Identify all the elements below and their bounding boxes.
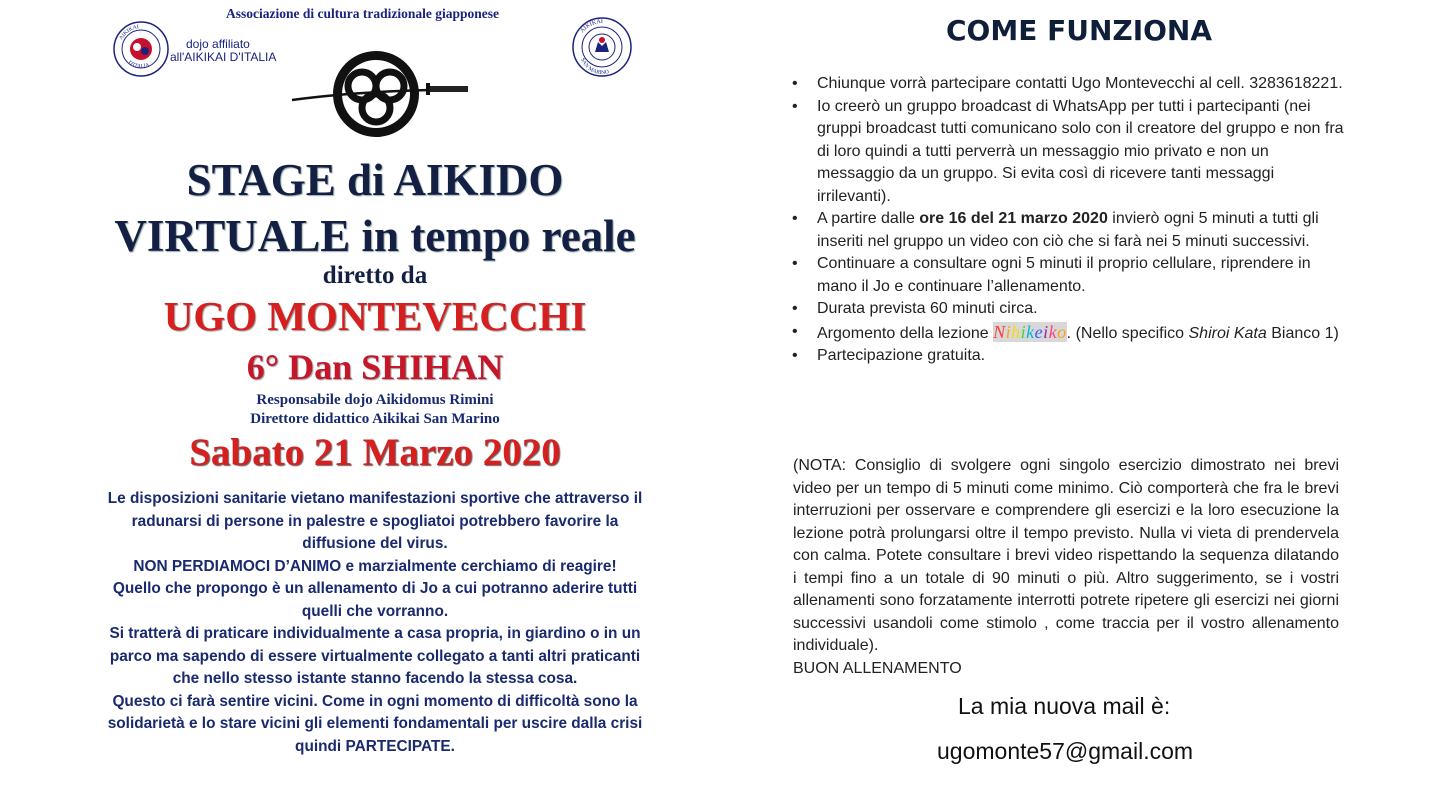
instructions-title: COME FUNZIONA (946, 14, 1213, 47)
rainbow-letter: h (1011, 321, 1021, 342)
flyer-paragraph: Si tratterà di praticare individualmente a casa propria, in giardino o in un parco ma sapendo di essere virtualmente collegato a tanti altri praticanti che nello stesso istante stanno facendo la stessa cosa. (109, 625, 641, 687)
svg-text:D'ITALIA: D'ITALIA (126, 59, 151, 70)
rainbow-letter: o (1057, 321, 1067, 342)
flyer-paragraph: Questo ci farà sentire vicini. Come in ogni momento di difficoltà sono la solidarietà e lo stare vicini gli elementi fondamentali per uscire dalla crisi quindi PARTECIPATE. (107, 692, 643, 755)
lesson-topic-highlight (993, 322, 1067, 342)
crest-with-sword-icon (290, 48, 470, 140)
aikikai-italia-logo-icon (112, 20, 170, 78)
list-item: • Durata prevista 60 minuti circa. (790, 298, 1350, 321)
aikikai-san-marino-logo-icon (571, 16, 633, 78)
note-paragraph: (NOTA: Consiglio di svolgere ogni singolo esercizio dimostrato nei brevi video per un tempo di 5 minuti come minimo. Ciò comporterà che fra le brevi interruzioni per osservare e comprendere gli esercizi e la loro esecuzione la lezione potrà prolungarsi oltre il tempo previsto. Nulla vi vieta di prendervela con calma. Potete consultare i brevi video rispettando la sequenza dilatando i tempi fino a un totale di 90 minuti o più. Altro suggerimento, se i vostri allenamenti sono forzatamente interrotti potrete ripetere gli esercizi nei giorni successivi usandoli come stimolo , come traccia per il vostro allenamento individuale). BUON ALLENAMENTO (793, 455, 1339, 680)
svg-text:AIKIKAI: AIKIKAI (118, 24, 140, 42)
mail-address: ugomonte57@gmail.com (937, 738, 1194, 764)
affiliation-text: dojo affiliato all'AIKIKAI D'ITALIA (170, 37, 277, 64)
instructions-list (790, 73, 1350, 368)
svg-text:AIKIKAI: AIKIKAI (579, 18, 603, 35)
flyer-body (95, 488, 655, 758)
list-item: • Io creerò un gruppo broadcast di WhatsApp per tutti i partecipanti (nei gruppi broadcast tutti comunicano solo con il creatore del gruppo e non fra di loro quindi a tutti perverrà un messaggio mio privato e non un messaggio da un gruppo. Si evita così di ricevere tanti messaggi irrilevanti). (790, 96, 1350, 209)
rainbow-letter: i (1020, 321, 1027, 342)
list-item: • Partecipazione gratuita. (790, 345, 1350, 368)
list-item: • Continuare a consultare ogni 5 minuti il proprio cellulare, riprendere in mano il Jo e continuare l’allenamento. (790, 253, 1350, 298)
mail-label: La mia nuova mail è: (958, 693, 1171, 719)
association-name: Associazione di cultura tradizionale giapponese (226, 6, 499, 21)
directed-by: diretto da (322, 262, 428, 289)
instructor-role-2: Direttore didattico Aikikai San Marino (250, 411, 500, 427)
rainbow-letter: N (993, 321, 1006, 342)
title-line-2: VIRTUALE in tempo reale (114, 211, 636, 261)
instructor-role-1: Responsabile dojo Aikidomus Rimini (256, 392, 494, 408)
instructor-name: UGO MONTEVECCHI (163, 293, 587, 339)
flyer-paragraph: Quello che propongo è un allenamento di Jo a cui potranno aderire tutti quelli che vorranno. (112, 580, 638, 620)
closing-text: BUON ALLENAMENTO (793, 659, 962, 677)
list-item: • Argomento della lezione Nihikeiko. (Nello specifico Shiroi Kata Bianco 1) (790, 321, 1350, 346)
rainbow-letter: k (1026, 321, 1035, 342)
flyer-paragraph: Le disposizioni sanitarie vietano manifestazioni sportive che attraverso il radunarsi di persone in palestre e spogliatoi potrebbero favorire la diffusione del virus. (107, 490, 643, 552)
event-date: Sabato 21 Marzo 2020 (189, 431, 561, 474)
list-item: • Chiunque vorrà partecipare contatti Ugo Montevecchi al cell. 3283618221. (790, 73, 1350, 96)
svg-text:SAN MARINO: SAN MARINO (579, 57, 610, 77)
rainbow-letter: i (1043, 321, 1049, 342)
title-line-1: STAGE di AIKIDO (186, 155, 564, 205)
rainbow-letter: e (1034, 321, 1044, 342)
instructor-rank: 6° Dan SHIHAN (246, 347, 504, 387)
flyer-paragraph: NON PERDIAMOCI D’ANIMO e marzialmente cerchiamo di reagire! (133, 557, 617, 575)
rainbow-letter: k (1048, 321, 1058, 342)
list-item: • A partire dalle ore 16 del 21 marzo 2020 invierò ogni 5 minuti a tutti gli inseriti nel gruppo un video con ciò che si farà nei 5 minuti successivi. (790, 208, 1350, 253)
start-time: ore 16 del 21 marzo 2020 (919, 210, 1108, 227)
rainbow-letter: i (1005, 321, 1012, 342)
